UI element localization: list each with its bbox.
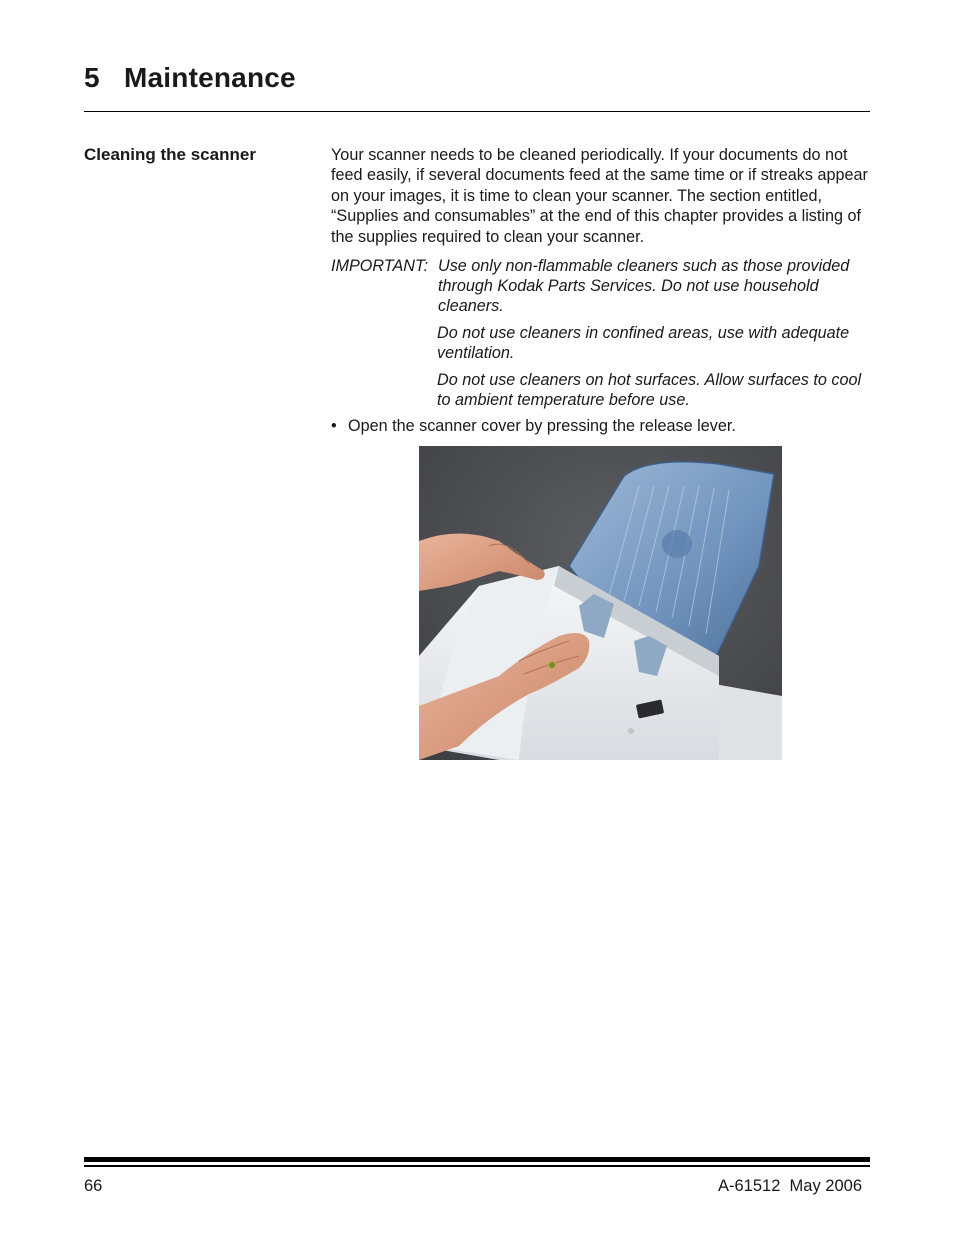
important-label: IMPORTANT: xyxy=(331,257,429,275)
important-note xyxy=(331,256,876,317)
important-text: Use only non-flammable cleaners such as those provided through Kodak Parts Services. Do not use household cleaners. xyxy=(438,257,850,316)
chapter-number: 5 xyxy=(84,62,100,93)
title-divider xyxy=(84,111,870,112)
document-id: A-61512 May 2006 xyxy=(717,1177,862,1195)
bullet-marker: • xyxy=(331,417,337,435)
important-paragraph-2: Do not use cleaners in confined areas, use with adequate ventilation. xyxy=(437,324,850,363)
footer-divider-thin xyxy=(84,1165,870,1167)
footer-divider-thick xyxy=(84,1157,870,1162)
chapter-title xyxy=(84,62,296,94)
intro-paragraph: Your scanner needs to be cleaned periodically. If your documents do not feed easily, if several documents feed at the same time or if streaks appear on your images, it is time to clean your scanner. The section entitled, “Supplies and consumables” at the end of this chapter provides a listing of the supplies required to clean your scanner. xyxy=(331,146,868,246)
step-text: Open the scanner cover by pressing the release lever. xyxy=(348,417,736,435)
chapter-name: Maintenance xyxy=(124,62,296,93)
section-heading: Cleaning the scanner xyxy=(84,145,256,164)
important-paragraph-3: Do not use cleaners on hot surfaces. Allow surfaces to cool to ambient temperature before use. xyxy=(437,371,862,410)
step-item xyxy=(331,416,736,436)
scanner-illustration xyxy=(419,446,782,760)
scanner-photo xyxy=(419,446,782,760)
page-number: 66 xyxy=(84,1177,103,1195)
